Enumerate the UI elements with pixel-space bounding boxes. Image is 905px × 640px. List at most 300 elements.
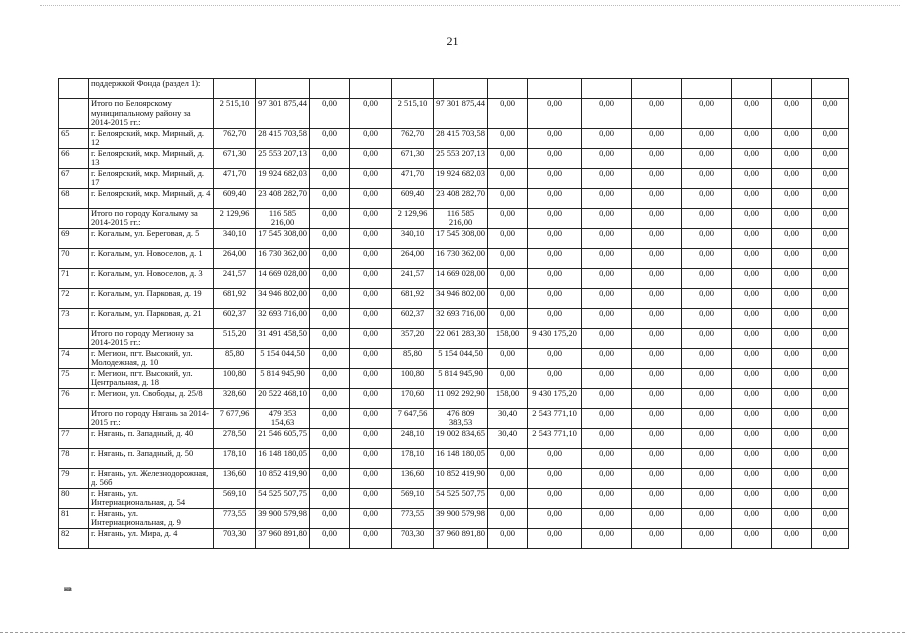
- cell-value: 17 545 308,00: [434, 228, 488, 248]
- cell-value: 0,00: [310, 208, 350, 228]
- cell-value: 0,00: [772, 408, 812, 428]
- cell-value: 0,00: [488, 128, 528, 148]
- cell-value: 0,00: [582, 308, 632, 328]
- cell-value: 0,00: [682, 448, 732, 468]
- cell-value: 9 430 175,20: [528, 388, 582, 408]
- cell-row-number: 75: [59, 368, 89, 388]
- cell-value: 602,37: [214, 308, 256, 328]
- cell-value: 703,30: [392, 528, 434, 548]
- cell-value: 0,00: [528, 448, 582, 468]
- cell-value: 0,00: [488, 268, 528, 288]
- cell-address: г. Когалым, ул. Береговая, д. 5: [89, 228, 214, 248]
- cell-value: 0,00: [732, 128, 772, 148]
- cell-address: Итого по городу Мегиону за 2014-2015 гг.:: [89, 328, 214, 348]
- table-row: [59, 128, 849, 148]
- cell-value: 0,00: [732, 148, 772, 168]
- cell-value: 37 960 891,80: [256, 528, 310, 548]
- cell-row-number: 71: [59, 268, 89, 288]
- cell-value: 39 900 579,98: [434, 508, 488, 528]
- table-row-total: [59, 99, 849, 129]
- cell-value: 609,40: [214, 188, 256, 208]
- cell-value: 0,00: [528, 208, 582, 228]
- cell-value: 0,00: [350, 268, 392, 288]
- cell-value: 0,00: [732, 228, 772, 248]
- scan-edge-bottom: [0, 632, 905, 633]
- cell-value: 0,00: [310, 368, 350, 388]
- cell-empty: [488, 79, 528, 99]
- cell-address: г. Нягань, ул. Интернациональная, д. 9: [89, 508, 214, 528]
- cell-address: Итого по Белоярскому муниципальному району за 2014-2015 гг.:: [89, 99, 214, 129]
- cell-value: 0,00: [732, 388, 772, 408]
- cell-value: 0,00: [812, 388, 849, 408]
- cell-value: 85,80: [392, 348, 434, 368]
- cell-value: 0,00: [528, 168, 582, 188]
- cell-value: 476 809 383,53: [434, 408, 488, 428]
- cell-address: Итого по городу Нягань за 2014-2015 гг.:: [89, 408, 214, 428]
- cell-value: 0,00: [632, 268, 682, 288]
- cell-address: г. Когалым, ул. Новоселов, д. 3: [89, 268, 214, 288]
- cell-value: 0,00: [772, 488, 812, 508]
- cell-value: 0,00: [772, 308, 812, 328]
- cell-value: 0,00: [812, 348, 849, 368]
- cell-value: 10 852 419,90: [256, 468, 310, 488]
- cell-value: 19 924 682,03: [434, 168, 488, 188]
- cell-value: 2 543 771,10: [528, 408, 582, 428]
- cell-value: 0,00: [632, 128, 682, 148]
- cell-value: 0,00: [582, 408, 632, 428]
- cell-empty: [528, 79, 582, 99]
- cell-row-number: 65: [59, 128, 89, 148]
- cell-value: 0,00: [350, 308, 392, 328]
- cell-address: г. Нягань, ул. Интернациональная, д. 54: [89, 488, 214, 508]
- cell-value: 0,00: [812, 288, 849, 308]
- cell-value: 0,00: [772, 168, 812, 188]
- cell-value: 17 545 308,00: [256, 228, 310, 248]
- cell-value: 471,70: [392, 168, 434, 188]
- cell-value: 0,00: [632, 448, 682, 468]
- cell-value: 0,00: [812, 99, 849, 129]
- cell-value: 0,00: [582, 99, 632, 129]
- cell-row-number: 82: [59, 528, 89, 548]
- cell-value: 19 924 682,03: [256, 168, 310, 188]
- cell-value: 0,00: [582, 288, 632, 308]
- cell-value: 0,00: [488, 288, 528, 308]
- cell-row-number: 69: [59, 228, 89, 248]
- cell-value: 0,00: [632, 168, 682, 188]
- cell-empty: [310, 79, 350, 99]
- cell-value: 100,80: [214, 368, 256, 388]
- cell-value: 25 553 207,13: [434, 148, 488, 168]
- cell-value: 19 002 834,65: [434, 428, 488, 448]
- table-row-section-header: [59, 79, 849, 99]
- cell-value: 0,00: [812, 488, 849, 508]
- cell-value: 0,00: [582, 428, 632, 448]
- cell-value: 0,00: [632, 468, 682, 488]
- cell-value: 0,00: [812, 328, 849, 348]
- cell-value: 0,00: [812, 248, 849, 268]
- table-row: [59, 448, 849, 468]
- cell-value: 0,00: [632, 208, 682, 228]
- cell-value: 0,00: [682, 488, 732, 508]
- cell-value: 158,00: [488, 328, 528, 348]
- cell-value: 0,00: [310, 128, 350, 148]
- cell-value: 0,00: [682, 99, 732, 129]
- cell-value: 0,00: [310, 408, 350, 428]
- cell-value: 0,00: [310, 508, 350, 528]
- cell-empty: [350, 79, 392, 99]
- cell-value: 0,00: [682, 468, 732, 488]
- cell-address: г. Белоярский, мкр. Мирный, д. 12: [89, 128, 214, 148]
- cell-value: 0,00: [632, 248, 682, 268]
- cell-value: 0,00: [350, 388, 392, 408]
- cell-value: 0,00: [682, 528, 732, 548]
- cell-value: 0,00: [732, 248, 772, 268]
- cell-value: 0,00: [488, 148, 528, 168]
- cell-value: 0,00: [528, 148, 582, 168]
- cell-value: 0,00: [310, 428, 350, 448]
- table-row: [59, 188, 849, 208]
- cell-value: 0,00: [632, 508, 682, 528]
- cell-value: 0,00: [310, 228, 350, 248]
- cell-value: 0,00: [772, 388, 812, 408]
- cell-value: 0,00: [350, 368, 392, 388]
- cell-value: 0,00: [528, 348, 582, 368]
- cell-value: 0,00: [350, 128, 392, 148]
- cell-value: 7 677,96: [214, 408, 256, 428]
- cell-value: 0,00: [350, 148, 392, 168]
- cell-value: 0,00: [812, 448, 849, 468]
- cell-address: г. Когалым, ул. Парковая, д. 19: [89, 288, 214, 308]
- cell-value: 0,00: [310, 528, 350, 548]
- cell-value: 0,00: [582, 368, 632, 388]
- cell-value: 0,00: [350, 468, 392, 488]
- cell-row-number: 74: [59, 348, 89, 368]
- cell-value: 97 301 875,44: [256, 99, 310, 129]
- cell-value: 0,00: [732, 488, 772, 508]
- cell-value: 671,30: [392, 148, 434, 168]
- cell-value: 248,10: [392, 428, 434, 448]
- cell-value: 0,00: [772, 448, 812, 468]
- cell-address: поддержкой Фонда (раздел 1):: [89, 79, 214, 99]
- cell-value: 0,00: [310, 188, 350, 208]
- cell-value: 34 946 802,00: [434, 288, 488, 308]
- cell-value: 39 900 579,98: [256, 508, 310, 528]
- cell-empty: [214, 79, 256, 99]
- cell-value: 116 585 216,00: [256, 208, 310, 228]
- cell-value: 0,00: [350, 248, 392, 268]
- table-row: [59, 368, 849, 388]
- cell-value: 0,00: [682, 168, 732, 188]
- cell-value: 0,00: [682, 348, 732, 368]
- cell-value: 0,00: [310, 348, 350, 368]
- cell-value: 241,57: [214, 268, 256, 288]
- cell-value: 0,00: [350, 99, 392, 129]
- cell-value: 0,00: [528, 368, 582, 388]
- cell-value: 0,00: [632, 488, 682, 508]
- cell-value: 16 148 180,05: [256, 448, 310, 468]
- cell-value: 479 353 154,63: [256, 408, 310, 428]
- cell-value: 0,00: [488, 188, 528, 208]
- cell-value: 0,00: [528, 268, 582, 288]
- cell-value: 0,00: [732, 268, 772, 288]
- cell-value: 0,00: [772, 148, 812, 168]
- cell-value: 0,00: [582, 148, 632, 168]
- cell-value: 32 693 716,00: [434, 308, 488, 328]
- cell-value: 0,00: [772, 99, 812, 129]
- cell-address: г. Когалым, ул. Новоселов, д. 1: [89, 248, 214, 268]
- cell-value: 0,00: [812, 368, 849, 388]
- cell-value: 0,00: [582, 528, 632, 548]
- cell-value: 136,60: [392, 468, 434, 488]
- cell-value: 0,00: [310, 468, 350, 488]
- cell-value: 21 546 605,75: [256, 428, 310, 448]
- cell-value: 0,00: [812, 268, 849, 288]
- cell-value: 23 408 282,70: [256, 188, 310, 208]
- cell-value: 11 092 292,90: [434, 388, 488, 408]
- cell-value: 0,00: [632, 408, 682, 428]
- cell-value: 328,60: [214, 388, 256, 408]
- cell-value: 0,00: [772, 528, 812, 548]
- cell-value: 0,00: [632, 188, 682, 208]
- cell-value: 16 730 362,00: [434, 248, 488, 268]
- cell-value: 0,00: [732, 448, 772, 468]
- cell-value: 773,55: [214, 508, 256, 528]
- cell-value: 0,00: [772, 208, 812, 228]
- table-row: [59, 468, 849, 488]
- cell-value: 0,00: [632, 428, 682, 448]
- cell-row-number: 76: [59, 388, 89, 408]
- scan-edge-top: [40, 5, 900, 6]
- cell-value: 0,00: [350, 428, 392, 448]
- cell-value: 515,20: [214, 328, 256, 348]
- cell-value: 0,00: [528, 128, 582, 148]
- cell-value: 16 730 362,00: [256, 248, 310, 268]
- cell-empty: [582, 79, 632, 99]
- cell-value: 0,00: [528, 528, 582, 548]
- cell-empty: [772, 79, 812, 99]
- cell-value: 0,00: [772, 368, 812, 388]
- cell-value: 0,00: [582, 268, 632, 288]
- cell-value: 0,00: [310, 268, 350, 288]
- cell-row-number: [59, 408, 89, 428]
- cell-value: 0,00: [582, 128, 632, 148]
- cell-value: 0,00: [488, 308, 528, 328]
- cell-value: 0,00: [350, 508, 392, 528]
- cell-address: г. Белоярский, мкр. Мирный, д. 4: [89, 188, 214, 208]
- cell-address: Итого по городу Когалыму за 2014-2015 гг.:: [89, 208, 214, 228]
- cell-value: 0,00: [488, 448, 528, 468]
- cell-value: 0,00: [772, 508, 812, 528]
- cell-value: 0,00: [488, 208, 528, 228]
- cell-value: 0,00: [732, 528, 772, 548]
- cell-value: 773,55: [392, 508, 434, 528]
- cell-value: 5 814 945,90: [434, 368, 488, 388]
- cell-value: 0,00: [582, 168, 632, 188]
- cell-value: 0,00: [582, 328, 632, 348]
- cell-value: 30,40: [488, 408, 528, 428]
- cell-value: 0,00: [488, 508, 528, 528]
- cell-address: г. Нягань, ул. Мира, д. 4: [89, 528, 214, 548]
- cell-value: 30,40: [488, 428, 528, 448]
- cell-row-number: 80: [59, 488, 89, 508]
- cell-value: 0,00: [310, 488, 350, 508]
- cell-value: 0,00: [350, 288, 392, 308]
- cell-value: 0,00: [528, 468, 582, 488]
- cell-value: 0,00: [528, 308, 582, 328]
- table-row: [59, 148, 849, 168]
- cell-empty: [434, 79, 488, 99]
- table-row: [59, 308, 849, 328]
- cell-address: г. Нягань, п. Западный, д. 40: [89, 428, 214, 448]
- cell-row-number: 78: [59, 448, 89, 468]
- cell-empty: [632, 79, 682, 99]
- cell-value: 0,00: [682, 148, 732, 168]
- cell-value: 0,00: [812, 168, 849, 188]
- cell-row-number: 67: [59, 168, 89, 188]
- cell-value: 0,00: [632, 348, 682, 368]
- cell-value: 0,00: [488, 368, 528, 388]
- cell-value: 0,00: [772, 428, 812, 448]
- cell-value: 2 129,96: [392, 208, 434, 228]
- cell-value: 0,00: [582, 468, 632, 488]
- cell-value: 0,00: [528, 288, 582, 308]
- cell-row-number: 79: [59, 468, 89, 488]
- cell-value: 2 515,10: [214, 99, 256, 129]
- cell-value: 0,00: [732, 368, 772, 388]
- cell-value: 0,00: [812, 228, 849, 248]
- cell-value: 178,10: [392, 448, 434, 468]
- cell-value: 0,00: [632, 528, 682, 548]
- cell-value: 0,00: [582, 208, 632, 228]
- table-row: [59, 168, 849, 188]
- cell-value: 0,00: [528, 99, 582, 129]
- cell-value: 0,00: [310, 168, 350, 188]
- cell-value: 703,30: [214, 528, 256, 548]
- cell-value: 0,00: [812, 408, 849, 428]
- cell-address: г. Когалым, ул. Парковая, д. 21: [89, 308, 214, 328]
- cell-empty: [392, 79, 434, 99]
- cell-value: 0,00: [350, 348, 392, 368]
- cell-value: 0,00: [310, 248, 350, 268]
- cell-value: 0,00: [632, 99, 682, 129]
- cell-value: 136,60: [214, 468, 256, 488]
- cell-address: г. Белоярский, мкр. Мирный, д. 13: [89, 148, 214, 168]
- cell-value: 0,00: [772, 328, 812, 348]
- cell-value: 0,00: [732, 408, 772, 428]
- cell-value: 0,00: [812, 208, 849, 228]
- cell-value: 0,00: [812, 188, 849, 208]
- cell-value: 0,00: [812, 308, 849, 328]
- cell-value: 25 553 207,13: [256, 148, 310, 168]
- table-row: [59, 328, 849, 348]
- cell-empty: [256, 79, 310, 99]
- table-row: [59, 288, 849, 308]
- cell-value: 0,00: [350, 208, 392, 228]
- cell-value: 0,00: [732, 99, 772, 129]
- cell-value: 0,00: [812, 428, 849, 448]
- cell-value: 0,00: [682, 508, 732, 528]
- cell-value: 22 061 283,30: [434, 328, 488, 348]
- cell-value: 0,00: [732, 328, 772, 348]
- cell-value: 158,00: [488, 388, 528, 408]
- cell-value: 97 301 875,44: [434, 99, 488, 129]
- table-row: [59, 208, 849, 228]
- cell-value: 0,00: [682, 248, 732, 268]
- cell-value: 0,00: [528, 508, 582, 528]
- cell-value: 2 129,96: [214, 208, 256, 228]
- cell-value: 0,00: [732, 428, 772, 448]
- cell-value: 5 154 044,50: [434, 348, 488, 368]
- cell-row-number: 81: [59, 508, 89, 528]
- cell-value: 0,00: [682, 288, 732, 308]
- cell-value: 34 946 802,00: [256, 288, 310, 308]
- cell-value: 681,92: [214, 288, 256, 308]
- cell-value: 0,00: [488, 488, 528, 508]
- cell-value: 0,00: [350, 488, 392, 508]
- cell-value: 0,00: [310, 288, 350, 308]
- cell-value: 5 154 044,50: [256, 348, 310, 368]
- cell-value: 0,00: [350, 168, 392, 188]
- cell-value: 0,00: [732, 208, 772, 228]
- cell-value: 9 430 175,20: [528, 328, 582, 348]
- cell-value: 0,00: [772, 248, 812, 268]
- page-number: 21: [446, 34, 459, 48]
- cell-value: 0,00: [350, 528, 392, 548]
- cell-empty: [812, 79, 849, 99]
- cell-value: 23 408 282,70: [434, 188, 488, 208]
- cell-value: 0,00: [682, 328, 732, 348]
- cell-value: 116 585 216,00: [434, 208, 488, 228]
- cell-value: 471,70: [214, 168, 256, 188]
- cell-value: 0,00: [582, 448, 632, 468]
- cell-value: 0,00: [488, 168, 528, 188]
- cell-value: 0,00: [812, 508, 849, 528]
- cell-value: 100,80: [392, 368, 434, 388]
- cell-address: г. Нягань, ул. Железнодорожная, д. 56б: [89, 468, 214, 488]
- cell-value: 10 852 419,90: [434, 468, 488, 488]
- cell-address: г. Мегион, пгт. Высокий, ул. Центральная, д. 18: [89, 368, 214, 388]
- cell-value: 0,00: [488, 248, 528, 268]
- cell-value: 54 525 507,75: [434, 488, 488, 508]
- cell-value: 0,00: [350, 448, 392, 468]
- cell-value: 20 522 468,10: [256, 388, 310, 408]
- table-body: [59, 79, 849, 549]
- cell-value: 241,57: [392, 268, 434, 288]
- cell-value: 0,00: [632, 368, 682, 388]
- cell-value: 0,00: [632, 148, 682, 168]
- cell-value: 0,00: [812, 128, 849, 148]
- cell-address: г. Мегион, пгт. Высокий, ул. Молодежная, д. 10: [89, 348, 214, 368]
- cell-value: 0,00: [812, 148, 849, 168]
- cell-row-number: 72: [59, 288, 89, 308]
- cell-row-number: 68: [59, 188, 89, 208]
- cell-value: 0,00: [310, 328, 350, 348]
- cell-value: 0,00: [682, 208, 732, 228]
- cell-value: 0,00: [632, 308, 682, 328]
- cell-value: 31 491 458,50: [256, 328, 310, 348]
- cell-row-number: 73: [59, 308, 89, 328]
- cell-value: 0,00: [772, 128, 812, 148]
- cell-empty: [682, 79, 732, 99]
- cell-value: 0,00: [528, 488, 582, 508]
- table-row: [59, 508, 849, 528]
- cell-value: 28 415 703,58: [434, 128, 488, 148]
- cell-value: 0,00: [488, 348, 528, 368]
- table-row: [59, 268, 849, 288]
- cell-value: 0,00: [812, 528, 849, 548]
- cell-value: 0,00: [682, 368, 732, 388]
- cell-address: г. Мегион, ул. Свободы, д. 25/8: [89, 388, 214, 408]
